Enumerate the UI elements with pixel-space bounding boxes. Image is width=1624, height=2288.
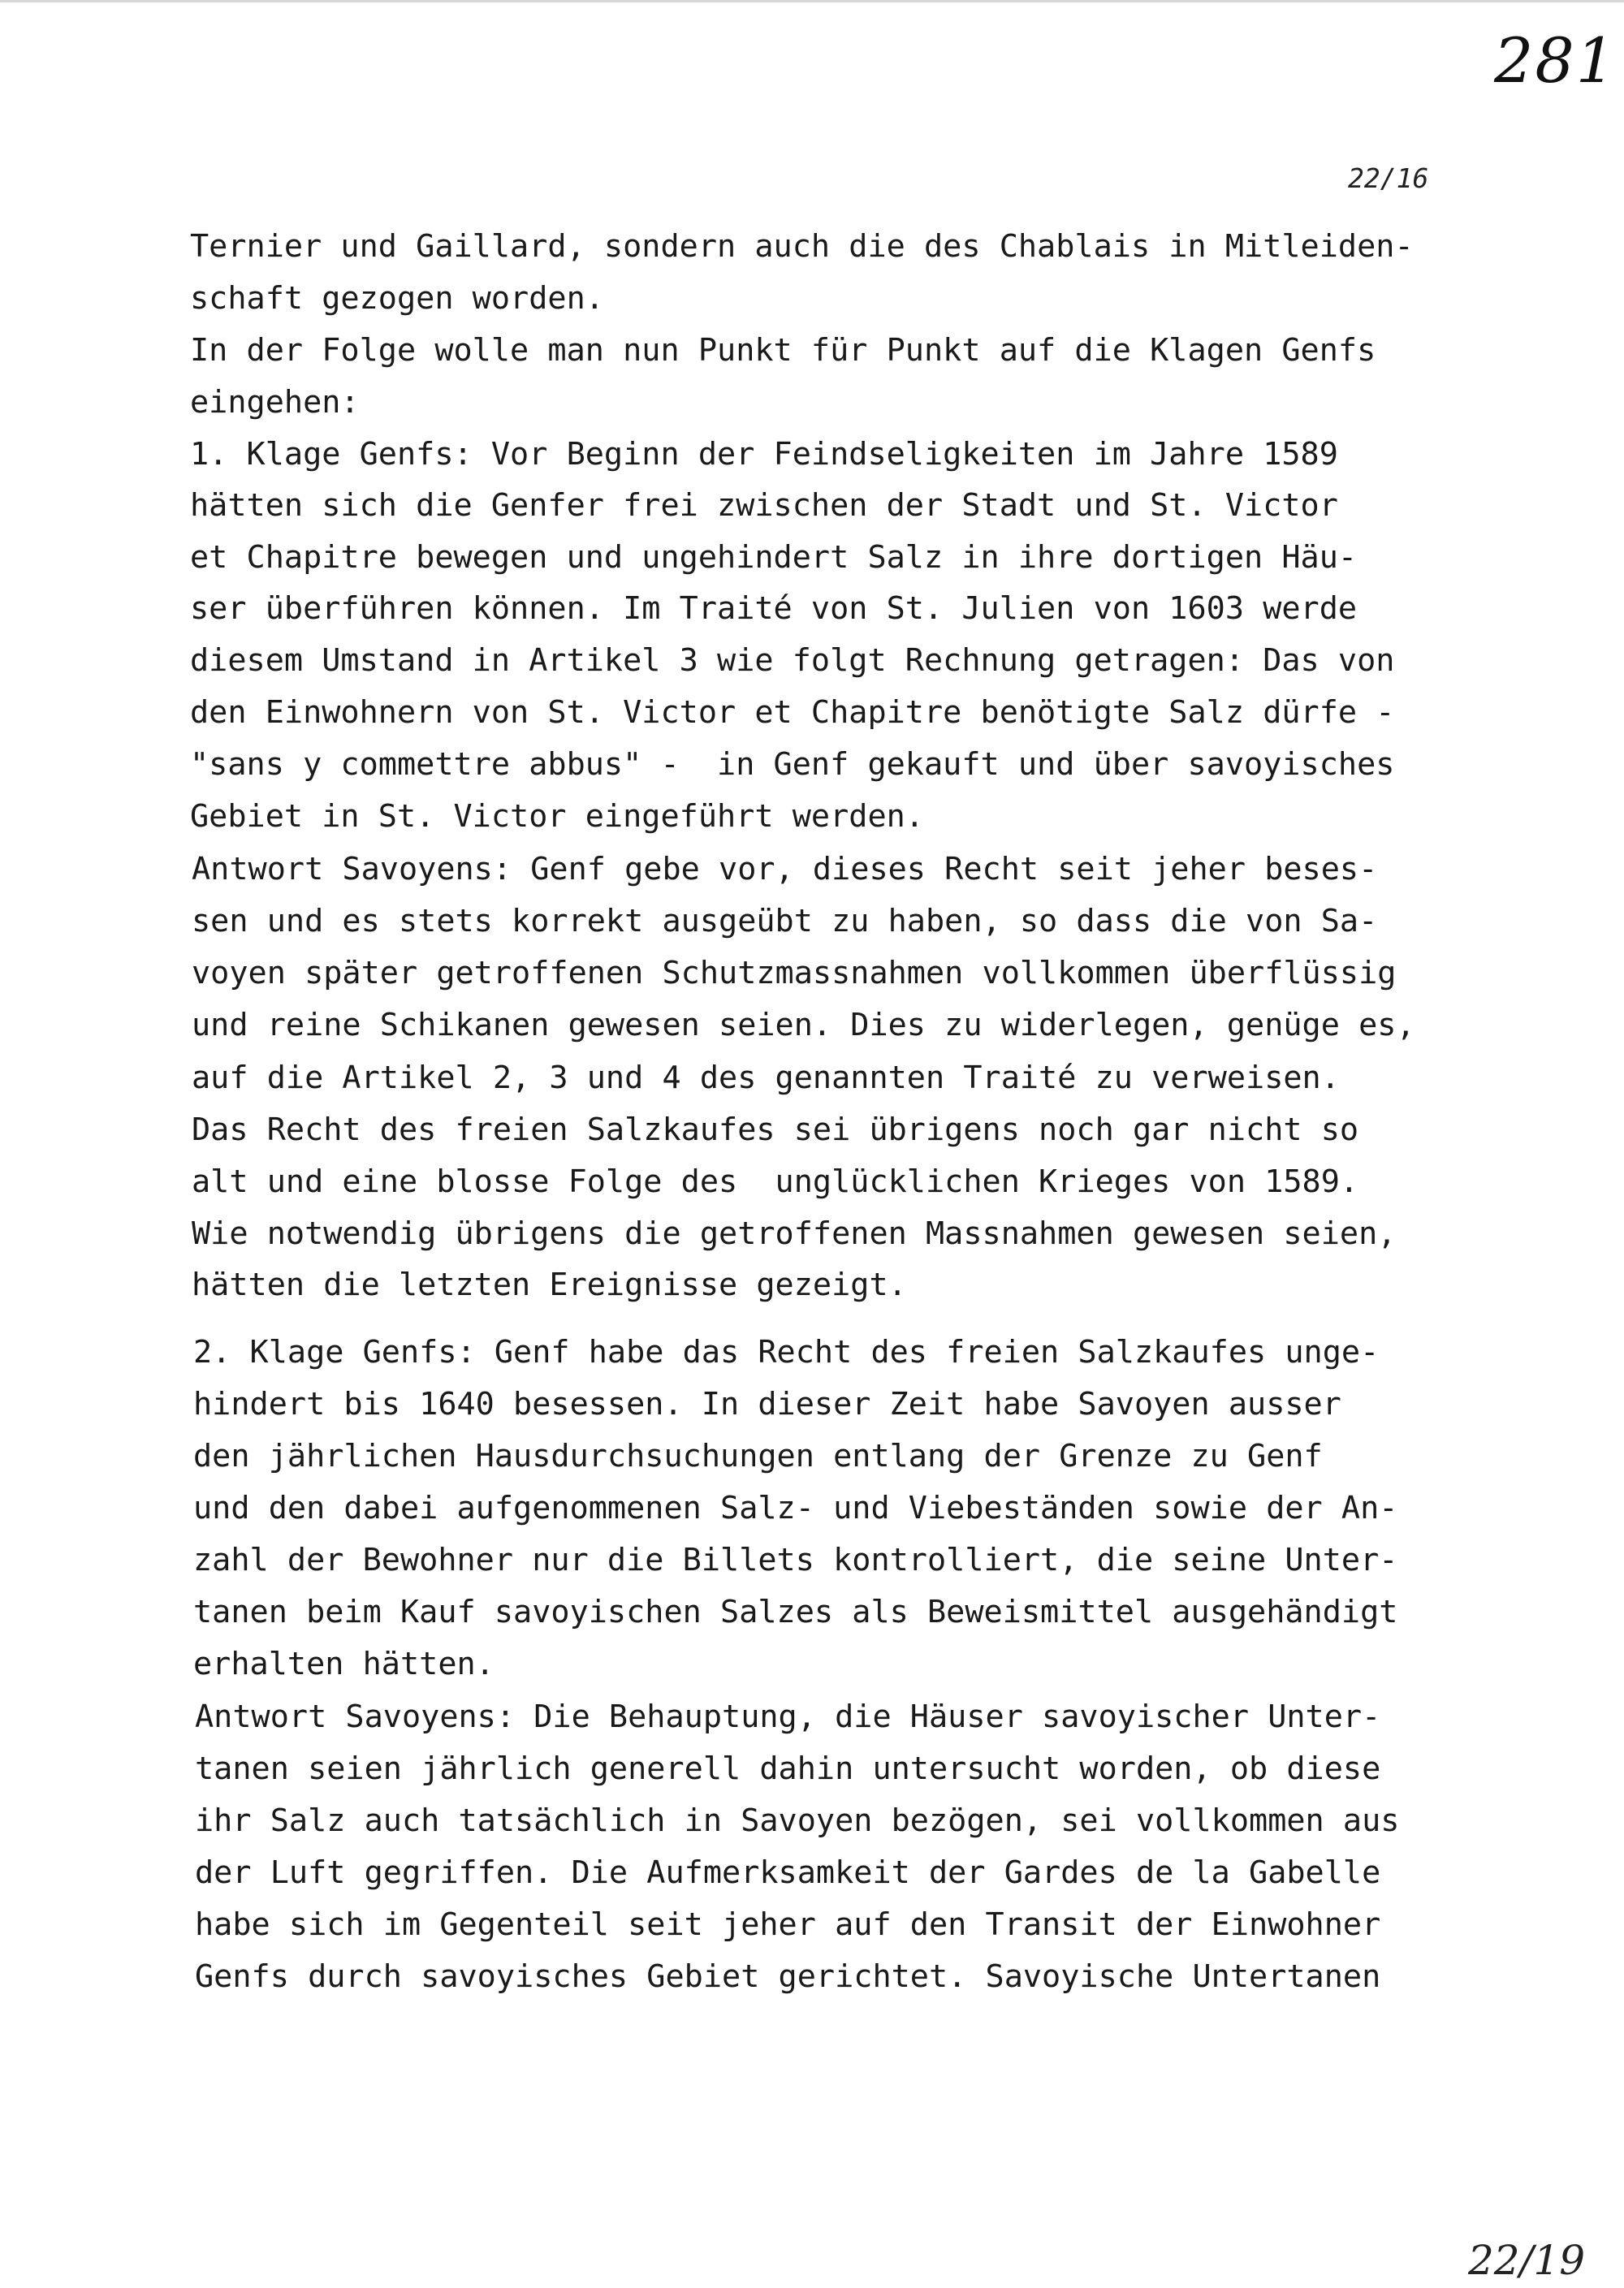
text-line: den Einwohnern von St. Victor et Chapitre benötigte Salz dürfe - xyxy=(190,694,1395,731)
text-line: tanen seien jährlich generell dahin untersucht worden, ob diese xyxy=(195,1751,1381,1787)
text-line: Gebiet in St. Victor eingeführt werden. xyxy=(190,798,924,835)
handwritten-page-reference: 22/19 xyxy=(1468,2237,1586,2284)
text-line: In der Folge wolle man nun Punkt für Punkt auf die Klagen Genfs xyxy=(190,332,1376,369)
typed-page-number: 22/16 xyxy=(1348,162,1429,194)
text-line: ser überführen können. Im Traité von St. Julien von 1603 werde xyxy=(190,590,1358,627)
text-line: zahl der Bewohner nur die Billets kontrolliert, die seine Unter- xyxy=(193,1542,1398,1578)
text-line: der Luft gegriffen. Die Aufmerksamkeit der Gardes de la Gabelle xyxy=(195,1854,1381,1891)
text-line: und reine Schikanen gewesen seien. Dies zu widerlegen, genüge es, xyxy=(192,1007,1415,1043)
text-line: 2. Klage Genfs: Genf habe das Recht des freien Salzkaufes unge- xyxy=(193,1334,1380,1371)
text-line: den jährlichen Hausdurchsuchungen entlang der Grenze zu Genf xyxy=(193,1438,1323,1474)
text-line: hindert bis 1640 besessen. In dieser Zeit habe Savoyen ausser xyxy=(193,1386,1341,1422)
text-line: ihr Salz auch tatsächlich in Savoyen bezögen, sei vollkommen aus xyxy=(195,1802,1400,1839)
text-line: habe sich im Gegenteil seit jeher auf den Transit der Einwohner xyxy=(195,1906,1381,1943)
text-line: und den dabei aufgenommenen Salz- und Viebeständen sowie der An- xyxy=(193,1490,1398,1526)
text-line: sen und es stets korrekt ausgeübt zu haben, so dass die von Sa- xyxy=(192,903,1378,939)
text-line: Wie notwendig übrigens die getroffenen Massnahmen gewesen seien, xyxy=(192,1215,1397,1252)
text-line: et Chapitre bewegen und ungehindert Salz in ihre dortigen Häu- xyxy=(190,539,1358,576)
text-line: eingehen: xyxy=(190,384,360,421)
text-line: Das Recht des freien Salzkaufes sei übrigens noch gar nicht so xyxy=(192,1112,1359,1148)
text-line: 1. Klage Genfs: Vor Beginn der Feindseligkeiten im Jahre 1589 xyxy=(190,436,1338,473)
text-line: hätten die letzten Ereignisse gezeigt. xyxy=(192,1267,907,1303)
text-line: voyen später getroffenen Schutzmassnahmen vollkommen überflüssig xyxy=(192,955,1397,991)
text-line: alt und eine blosse Folge des unglücklichen Krieges von 1589. xyxy=(192,1163,1359,1200)
text-line: schaft gezogen worden. xyxy=(190,280,604,317)
text-line: hätten sich die Genfer frei zwischen der Stadt und St. Victor xyxy=(190,487,1338,524)
scan-top-edge xyxy=(0,0,1624,2)
text-line: "sans y commettre abbus" - in Genf gekauft und über savoyisches xyxy=(190,746,1395,783)
text-line: Ternier und Gaillard, sondern auch die des Chablais in Mitleiden- xyxy=(190,228,1414,265)
text-line: Antwort Savoyens: Genf gebe vor, dieses Recht seit jeher beses- xyxy=(192,851,1378,887)
text-line: Genfs durch savoyisches Gebiet gerichtet. Savoyische Untertanen xyxy=(195,1958,1381,1995)
text-line: erhalten hätten. xyxy=(193,1646,495,1682)
text-line: diesem Umstand in Artikel 3 wie folgt Rechnung getragen: Das von xyxy=(190,642,1395,679)
text-line: Antwort Savoyens: Die Behauptung, die Häuser savoyischer Unter- xyxy=(195,1699,1381,1735)
text-line: tanen beim Kauf savoyischen Salzes als Beweismittel ausgehändigt xyxy=(193,1594,1398,1630)
handwritten-folio-number: 281 xyxy=(1494,24,1618,97)
text-line: auf die Artikel 2, 3 und 4 des genannten Traité zu verweisen. xyxy=(192,1060,1340,1096)
